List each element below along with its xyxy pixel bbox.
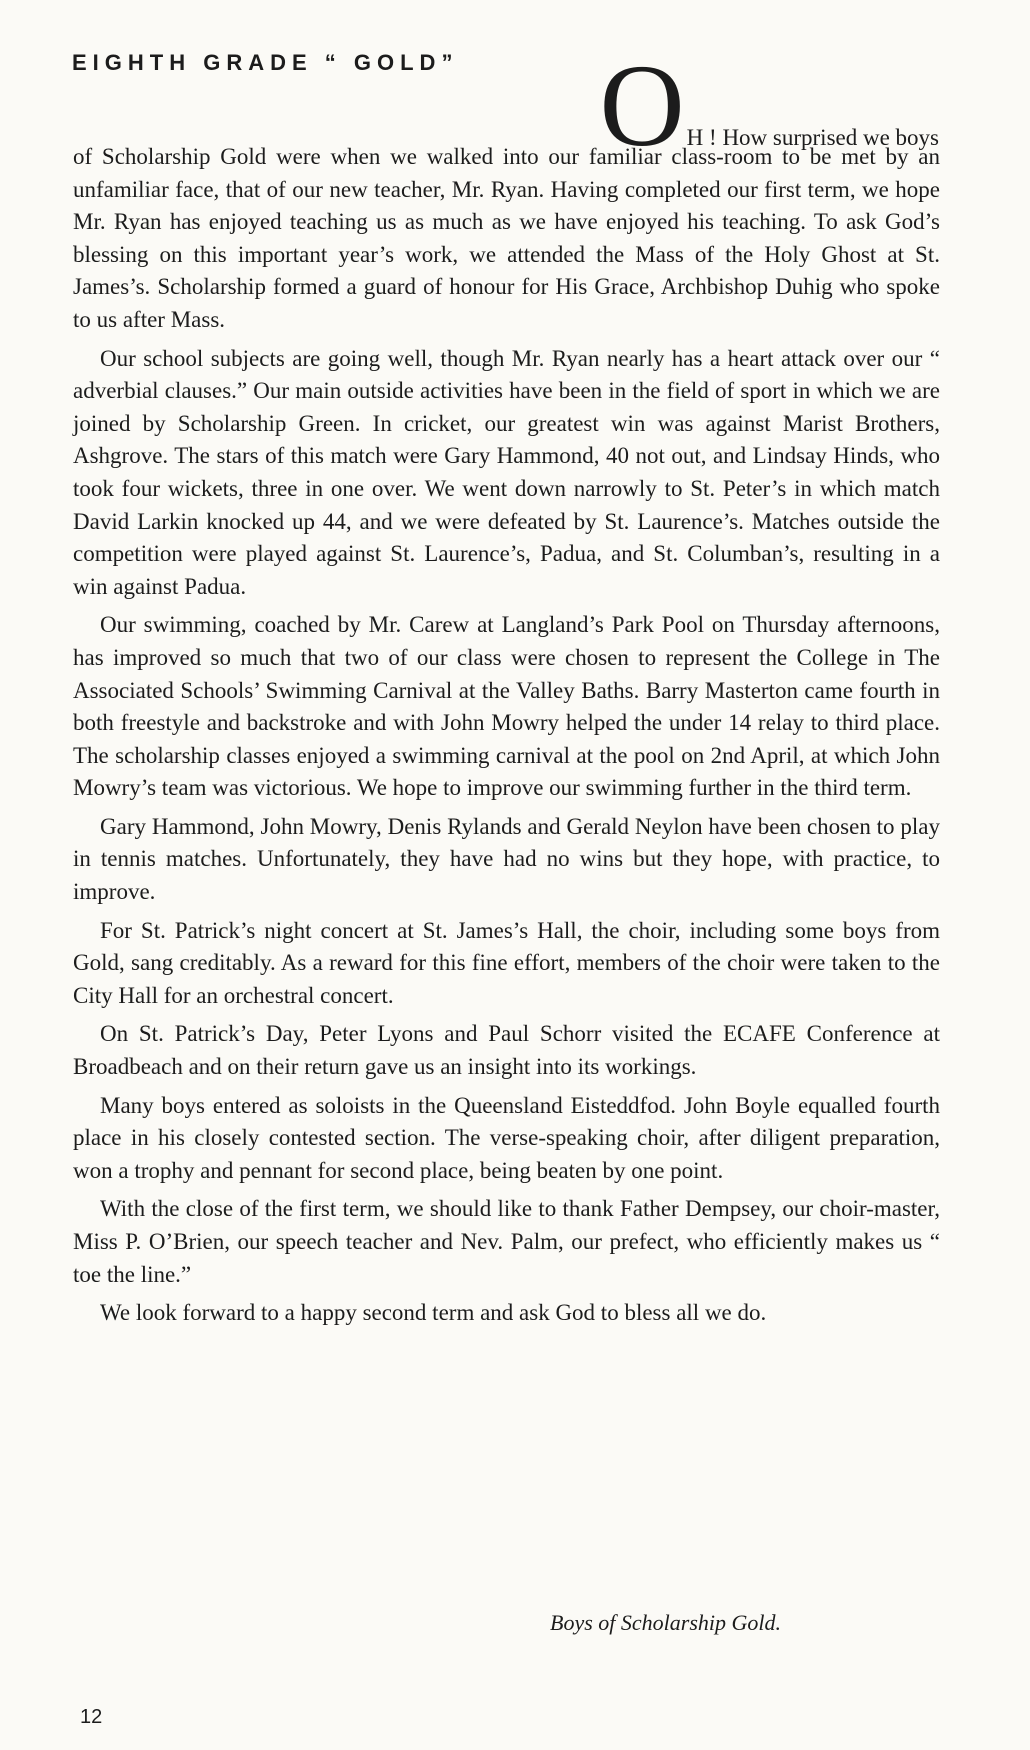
paragraph: On St. Patrick’s Day, Peter Lyons and Paul Schorr visited the ECAFE Conference at Broadbeach and on their return gave us an insight into its workings. <box>73 1021 940 1080</box>
paragraph: Gary Hammond, John Mowry, Denis Rylands and Gerald Neylon have been chosen to play in tennis matches. Unfortunately, they have had no wins but they hope, with practice, to improve. <box>73 813 940 905</box>
article-body <box>73 40 940 1336</box>
paragraph: Our school subjects are going well, though Mr. Ryan nearly has a heart attack over our “ adverbial clauses.” Our main outside activities have been in the field of sport in which we are joined by Scholarship Green. In cricket, our greatest win was against Marist Brothers, Ashgrove. The stars of this match were Gary Hammond, 40 not out, and Lindsay Hinds, who took four wickets, three in one over. We went down narrowly to St. Peter’s in which match David Larkin knocked up 44, and we were defeated by St. Laurence’s. Matches outside the competition were played against St. Laurence’s, Padua, and St. Columban’s, resulting in a win against Padua. <box>73 345 940 599</box>
drop-cap: O <box>599 40 685 171</box>
paragraph: of Scholarship Gold were when we walked into our familiar class-room to be met by an unfamiliar face, that of our new teacher, Mr. Ryan. Having completed our first term, we hope Mr. Ryan has enjoyed teaching us as much as we have enjoyed his teaching. To ask God’s blessing on this important year’s work, we attended the Mass of the Holy Ghost at St. James’s. Scholarship formed a guard of honour for His Grace, Archbishop Duhig who spoke to us after Mass. <box>73 144 940 332</box>
opening-text: H ! How surprised we boys <box>686 125 939 151</box>
signature: Boys of Scholarship Gold. <box>550 1610 781 1635</box>
paragraph: For St. Patrick’s night concert at St. James’s Hall, the choir, including some boys from Gold, sang creditably. As a reward for this fine effort, members of the choir were taken to the City Hall for an orchestral concert. <box>73 917 940 1008</box>
article-heading: EIGHTH GRADE “ GOLD” <box>72 50 459 75</box>
opening-line <box>73 40 940 171</box>
page-number: 12 <box>80 1706 103 1728</box>
paragraph: With the close of the first term, we should like to thank Father Dempsey, our choir-master, Miss P. O’Brien, our speech teacher and Nev. Palm, our prefect, who efficiently makes us “ toe the line.” <box>73 1196 940 1287</box>
paragraph: Our swimming, coached by Mr. Carew at Langland’s Park Pool on Thursday afternoons, has improved so much that two of our class were chosen to represent the College in The Associated Schools’ Swimming Carnival at the Valley Baths. Barry Masterton came fourth in both freestyle and backstroke and with John Mowry helped the under 14 relay to third place. The scholarship classes enjoyed a swimming carnival at the pool on 2nd April, at which John Mowry’s team was victorious. We hope to improve our swimming further in the third term. <box>73 612 940 801</box>
paragraph: Many boys entered as soloists in the Queensland Eisteddfod. John Boyle equalled fourth place in his closely contested section. The verse-speaking choir, after diligent preparation, won a trophy and pennant for second place, being beaten by one point. <box>73 1092 940 1183</box>
paragraph: We look forward to a happy second term and ask God to bless all we do. <box>100 1300 767 1326</box>
